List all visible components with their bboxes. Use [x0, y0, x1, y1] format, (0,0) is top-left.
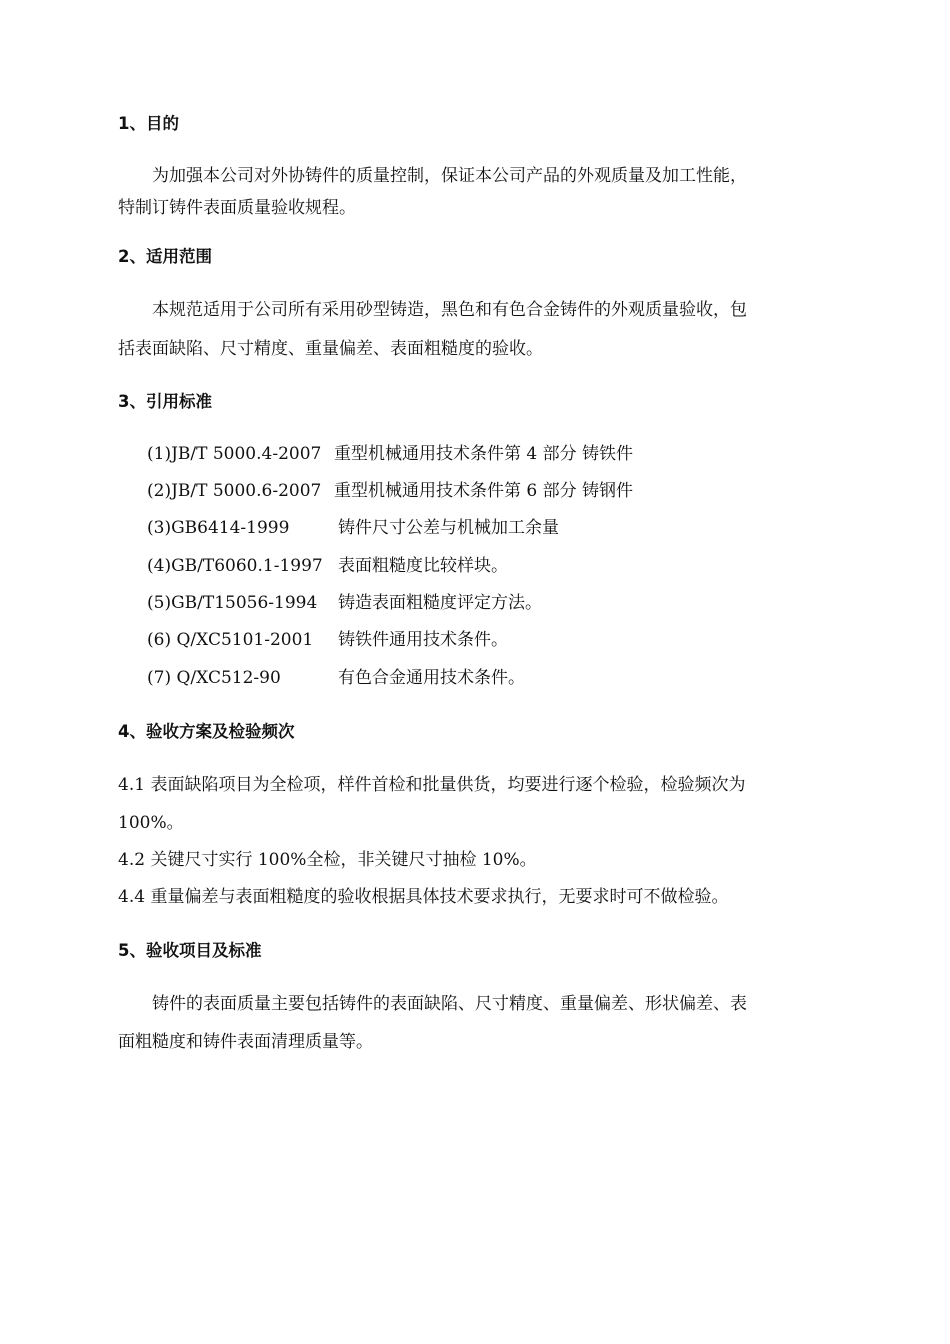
section-4-item-4-2: 4.2 关键尺寸实行 100%全检，非关键尺寸抽检 10%。 — [118, 850, 537, 870]
section-1-paragraph-line-1: 为加强本公司对外协铸件的质量控制，保证本公司产品的外观质量及加工性能， — [152, 166, 747, 186]
reference-title: 表面粗糙度比较样块。 — [338, 556, 508, 576]
reference-code: (7) Q/XC512-90 — [147, 668, 281, 688]
section-4-item-4-1-line-2: 100%。 — [118, 813, 184, 833]
section-2-paragraph-line-2: 括表面缺陷、尺寸精度、重量偏差、表面粗糙度的验收。 — [118, 339, 543, 359]
section-4-item-4-4: 4.4 重量偏差与表面粗糙度的验收根据具体技术要求执行，无要求时可不做检验。 — [118, 887, 729, 907]
reference-code: (5)GB/T15056-1994 — [147, 593, 318, 613]
section-2-paragraph-line-1: 本规范适用于公司所有采用砂型铸造，黑色和有色合金铸件的外观质量验收，包 — [152, 300, 747, 320]
reference-code: (6) Q/XC5101-2001 — [147, 630, 314, 650]
section-1-paragraph-line-2: 特制订铸件表面质量验收规程。 — [118, 198, 356, 218]
reference-title: 重型机械通用技术条件第 6 部分 铸钢件 — [334, 481, 634, 501]
reference-code: (3)GB6414-1999 — [147, 518, 290, 538]
reference-title: 有色合金通用技术条件。 — [338, 668, 525, 688]
section-4-item-4-1-line-1: 4.1 表面缺陷项目为全检项，样件首检和批量供货，均要进行逐个检验，检验频次为 — [118, 775, 746, 795]
reference-title: 铸造表面粗糙度评定方法。 — [338, 593, 542, 613]
reference-title: 铸件尺寸公差与机械加工余量 — [338, 518, 559, 538]
section-5-heading: 5、验收项目及标准 — [118, 941, 262, 960]
reference-code: (2)JB/T 5000.6-2007 — [147, 481, 322, 501]
reference-code: (1)JB/T 5000.4-2007 — [147, 444, 322, 464]
section-1-heading: 1、目的 — [118, 114, 179, 133]
section-2-heading: 2、适用范围 — [118, 247, 212, 266]
reference-title: 重型机械通用技术条件第 4 部分 铸铁件 — [334, 444, 634, 464]
reference-title: 铸铁件通用技术条件。 — [338, 630, 508, 650]
reference-code: (4)GB/T6060.1-1997 — [147, 556, 323, 576]
section-5-paragraph-line-1: 铸件的表面质量主要包括铸件的表面缺陷、尺寸精度、重量偏差、形状偏差、表 — [152, 994, 747, 1014]
section-3-heading: 3、引用标准 — [118, 392, 212, 411]
section-5-paragraph-line-2: 面粗糙度和铸件表面清理质量等。 — [118, 1032, 373, 1052]
section-4-heading: 4、验收方案及检验频次 — [118, 722, 295, 741]
